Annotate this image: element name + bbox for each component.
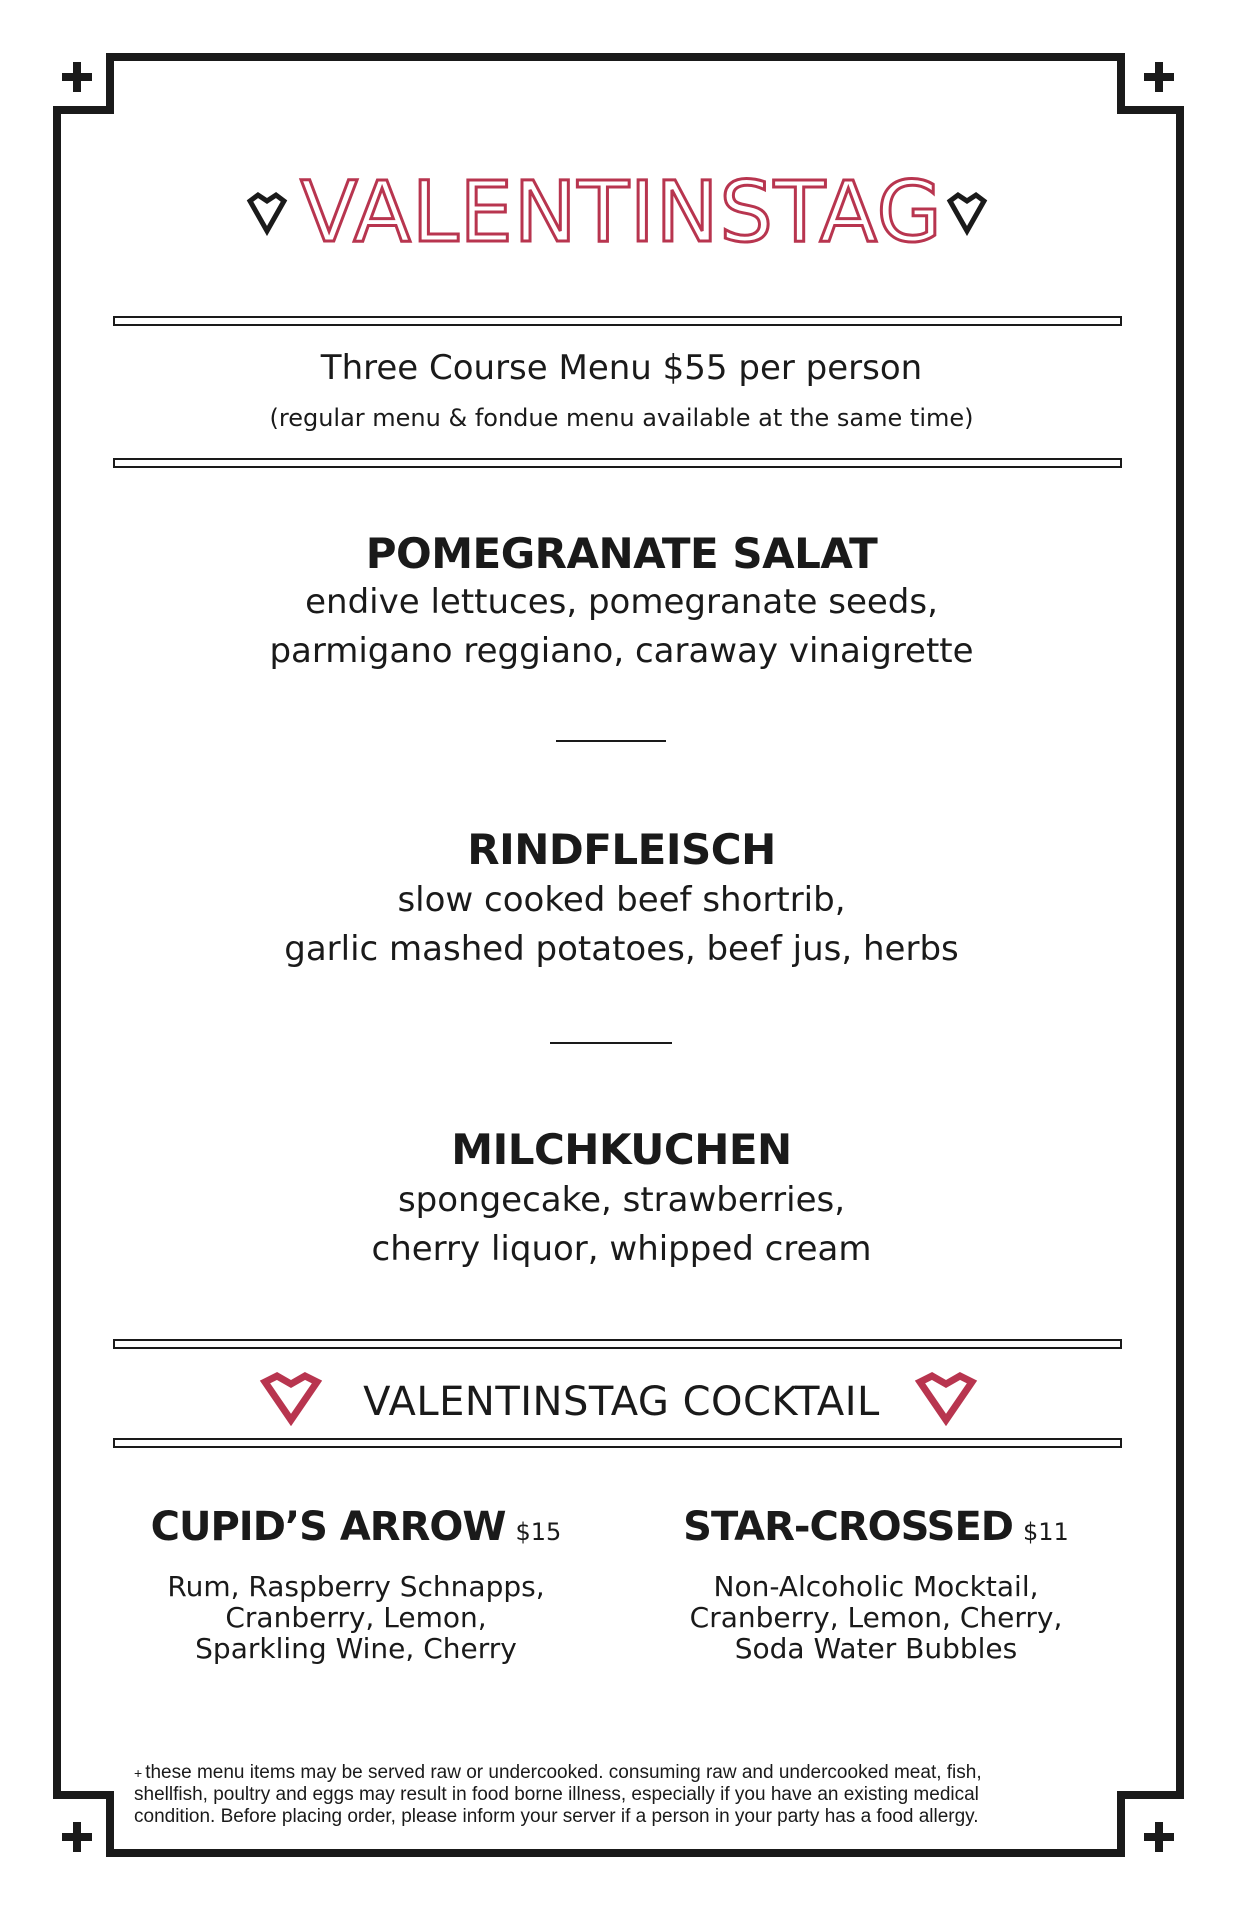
drink-name-row: [116, 1502, 596, 1557]
course-description: cherry liquor, whipped cream: [371, 1229, 872, 1269]
allergy-disclaimer: [134, 1762, 1114, 1828]
drink-price: $11: [1023, 1518, 1069, 1546]
ingredient-line: Cranberry, Lemon, Cherry,: [689, 1601, 1063, 1634]
disclaimer-line: + these menu items may be served raw or undercooked. consuming raw and undercooked meat, fish,: [134, 1762, 982, 1783]
cocktail-heading: VALENTINSTAG COCKTAIL: [363, 1379, 880, 1425]
course-separator: [550, 1042, 672, 1044]
course-name: POMEGRANATE SALAT: [365, 529, 878, 578]
drink-card: [636, 1502, 1116, 1664]
menu-subtitle: Three Course Menu $55 per person: [320, 348, 923, 388]
drink-price: $15: [515, 1518, 562, 1546]
disclaimer-marker: +: [134, 1765, 143, 1781]
course-description: parmigano reggiano, caraway vinaigrette: [269, 631, 974, 671]
ingredient-line: Non-Alcoholic Mocktail,: [713, 1570, 1039, 1603]
ingredient-line: Rum, Raspberry Schnapps,: [167, 1570, 545, 1603]
disclaimer-line: shellfish, poultry and eggs may result in food borne illness, especially if you have an existing medical: [134, 1784, 979, 1805]
drink-name: CUPID’S ARROW: [150, 1504, 506, 1550]
course-name: MILCHKUCHEN: [451, 1125, 792, 1174]
title-row: [0, 162, 1243, 262]
plus-icon: [1144, 62, 1174, 92]
divider-rule: [113, 1438, 1122, 1448]
drink-name-row: [636, 1502, 1116, 1557]
menu-note: (regular menu & fondue menu available at the same time): [269, 404, 974, 432]
course-description: slow cooked beef shortrib,: [397, 880, 846, 920]
divider-rule: [113, 316, 1122, 326]
course-separator: [556, 740, 666, 742]
menu-title: VALENTINSTAG: [300, 163, 943, 261]
drink-name: STAR-CROSSED: [683, 1504, 1014, 1550]
ingredient-line: Cranberry, Lemon,: [225, 1601, 487, 1634]
ingredient-line: Soda Water Bubbles: [734, 1632, 1018, 1665]
ingredient-line: Sparkling Wine, Cherry: [195, 1632, 517, 1665]
course-description: endive lettuces, pomegranate seeds,: [305, 582, 938, 622]
course-description: spongecake, strawberries,: [397, 1180, 846, 1220]
course-description: garlic mashed potatoes, beef jus, herbs: [284, 929, 959, 969]
disclaimer-line: condition. Before placing order, please inform your server if a person in your party has a food allergy.: [134, 1806, 979, 1827]
divider-rule: [113, 1339, 1122, 1349]
drink-ingredients: [636, 1571, 1116, 1664]
drink-ingredients: [116, 1571, 596, 1664]
heart-outline-icon: [944, 190, 990, 236]
course-name: RINDFLEISCH: [467, 825, 776, 874]
drink-card: [116, 1502, 596, 1664]
red-heart-icon: [914, 1372, 978, 1426]
plus-icon: [1144, 1822, 1174, 1852]
divider-rule: [113, 458, 1122, 468]
plus-icon: [62, 62, 92, 92]
plus-icon: [62, 1822, 92, 1852]
